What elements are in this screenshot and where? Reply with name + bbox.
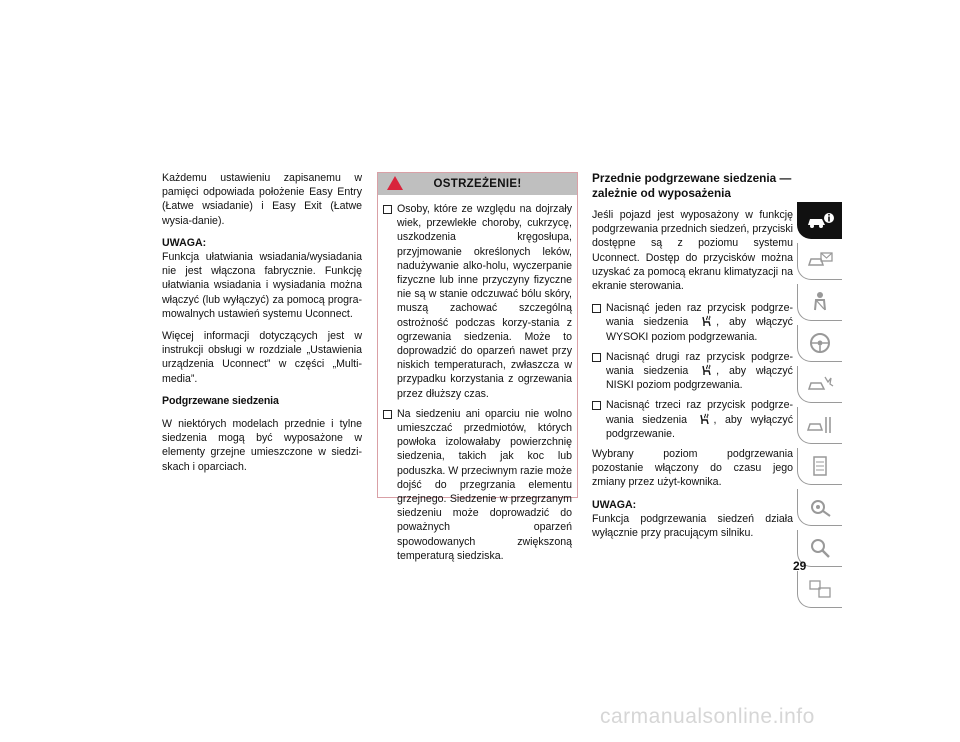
watermark: carmanualsonline.info — [600, 705, 815, 728]
checkbox-bullet-icon — [383, 410, 392, 419]
after-steps-paragraph: Wybrany poziom podgrzewania pozostanie włączony do czasu jego zmiany przez użyt-kownika. — [592, 448, 793, 489]
step-text: Nacisnąć trzeci raz przycisk podgrze-wania siedzenia — [606, 399, 793, 426]
seatbelt-person-icon — [805, 290, 835, 314]
tab-language[interactable] — [797, 571, 842, 608]
tab-emergency[interactable] — [797, 366, 842, 403]
page-number: 29 — [793, 559, 807, 573]
step-item — [592, 398, 793, 441]
warning-box — [377, 172, 578, 562]
maintenance-list-icon — [805, 454, 835, 478]
note-text: Funkcja ułatwiania wsiadania/wysiadania nie jest włączona fabrycznie. Funkcję ułatwiania wsiadania i wysiadania można włączyć (lub wyłączyć) za pomocą progra-mowalnych ustawień systemu Uconnect. — [162, 251, 362, 320]
checkbox-bullet-icon — [592, 353, 601, 362]
tab-getting-to-know[interactable] — [797, 243, 842, 280]
language-icon — [805, 577, 835, 601]
step-text-end: , aby włączyć WYSOKI poziom podgrzewania. — [606, 316, 793, 343]
heated-seats-paragraph: W niektórych modelach przednie i tylne siedzenia mogą być wyposażone w elementy grzejne umieszczone w siedzi-skach i oparciach. — [162, 418, 362, 473]
heated-seat-icon — [701, 364, 713, 376]
car-crash-icon — [805, 372, 835, 396]
step-text-end: , aby włączyć NISKI poziom podgrzewania. — [606, 365, 793, 392]
warning-item — [383, 202, 572, 401]
car-info-icon — [805, 210, 835, 232]
right-column — [592, 171, 793, 548]
magnifier-icon — [805, 536, 835, 560]
intro-paragraph: Jeśli pojazd jest wyposażony w funkcję podgrzewania przednich siedzeń, przyciski dostępne są z poziomu systemu Uconnect. Dostęp do przycisków można uzyskać za pomocą ekranu klimatyzacji na ekranie sterowania. — [592, 209, 793, 293]
checkbox-bullet-icon — [592, 304, 601, 313]
tab-vehicle-info[interactable] — [797, 202, 842, 239]
warning-item — [383, 407, 572, 563]
note-label: UWAGA: — [592, 498, 637, 511]
warning-body — [378, 195, 577, 563]
heated-seat-icon — [701, 315, 713, 327]
heated-seats-heading: Podgrzewane siedzenia — [162, 394, 279, 407]
heated-seat-icon — [699, 413, 711, 425]
warning-title: OSTRZEŻENIE! — [433, 178, 522, 190]
gear-wrench-icon — [805, 495, 835, 519]
warning-header — [378, 173, 577, 195]
checkbox-bullet-icon — [383, 205, 392, 214]
tab-safety[interactable] — [797, 284, 842, 321]
tab-technical[interactable] — [797, 448, 842, 485]
step-item — [592, 301, 793, 344]
tab-multimedia[interactable] — [797, 489, 842, 526]
warning-item-text: Na siedzeniu ani oparciu nie wolno umieszczać przedmiotów, których powłoka izolowałaby powierzchnię siedzenia, takich jak koc lub poduszka. W przeciwnym razie może dojść do przegrzania elementu grzejnego. Siedzenie w przegrzanym siedzeniu może doprowadzić do poważnych oparzeń spowodowanych zwiększoną temperaturą siedziska. — [397, 407, 572, 562]
tab-servicing[interactable] — [797, 407, 842, 444]
note-label: UWAGA: — [162, 236, 207, 249]
front-heated-seats-heading: Przednie podgrzewane siedzenia — zależnie od wyposażenia — [592, 171, 792, 200]
step-text-end: , aby wyłączyć podgrzewanie. — [606, 413, 794, 440]
car-tools-icon — [805, 413, 835, 437]
more-info-paragraph: Więcej informacji dotyczących jest w instrukcji obsługi w rozdziale „Ustawienia urządzenia Uconnect” w części „Multi-media”. — [162, 330, 362, 385]
checkbox-bullet-icon — [592, 401, 601, 410]
chapter-tabs — [797, 202, 842, 612]
car-mail-icon — [805, 249, 835, 273]
step-text: Nacisnąć jeden raz przycisk podgrze-wania siedzenia — [606, 302, 793, 329]
step-text: Nacisnąć drugi raz przycisk podgrze-wania siedzenia — [606, 350, 793, 378]
warning-triangle-icon — [387, 176, 403, 190]
easy-entry-paragraph: Każdemu ustawieniu zapisanemu w pamięci odpowiada położenie Easy Entry (Łatwe wsiadanie) i Easy Exit (Łatwe wysia-danie). — [162, 172, 362, 227]
tab-driving[interactable] — [797, 325, 842, 362]
left-column — [162, 171, 362, 482]
note-text: Funkcja podgrzewania siedzeń działa wyłącznie przy pracującym silniku. — [592, 512, 793, 540]
warning-item-text: Osoby, które ze względu na dojrzały wiek, przewlekłe choroby, cukrzycę, uszkodzenia kręgosłupa, przyjmowanie określonych leków, nadużywanie alko-holu, wyczerpanie fizyczne lub inne przyczyny fizyczne nie są w stanie odczuwać bólu skóry, muszą zachować szczególną ostrożność podczas korzy-stania z ogrzewania siedzenia. Może to doprowadzić do oparzeń nawet przy niskich temperaturach, zwłaszcza w przypadku korzystania z ogrzewania przez dłuższy czas. — [397, 203, 572, 400]
steering-wheel-icon — [805, 331, 835, 355]
step-item — [592, 350, 793, 393]
